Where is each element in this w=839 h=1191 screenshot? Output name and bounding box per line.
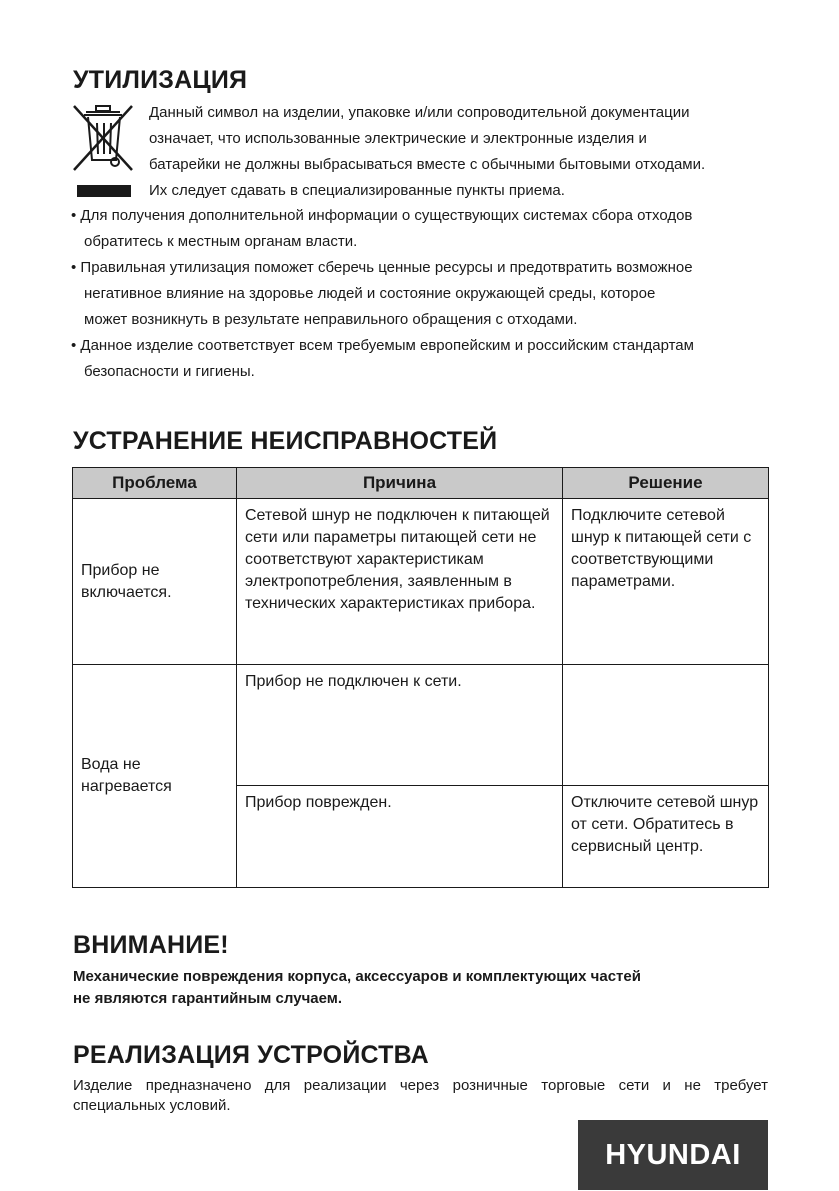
symbol-line: батарейки не должны выбрасываться вместе с обычными бытовыми отходами. bbox=[149, 156, 706, 173]
bullet-line: негативное влияние на здоровье людей и состояние окружающей среды, которое bbox=[84, 285, 656, 302]
symbol-line: Их следует сдавать в специализированные пункты приема. bbox=[149, 182, 565, 199]
utilization-bullets bbox=[71, 203, 791, 385]
cell-solution bbox=[563, 665, 769, 786]
symbol-line: означает, что использованные электрические и электронные изделия и bbox=[149, 130, 647, 147]
table-row bbox=[73, 665, 769, 786]
cell-problem: Прибор не включается. bbox=[73, 499, 237, 665]
bullet-item bbox=[71, 255, 791, 333]
bullet-item bbox=[71, 333, 791, 385]
utilization-title: УТИЛИЗАЦИЯ bbox=[73, 66, 248, 94]
cell-problem: Вода не нагревается bbox=[73, 665, 237, 888]
black-bar-marker bbox=[77, 185, 131, 197]
troubleshooting-title: УСТРАНЕНИЕ НЕИСПРАВНОСТЕЙ bbox=[73, 427, 498, 455]
cell-solution: Подключите сетевой шнур к питающей сети с соответствующими параметрами. bbox=[563, 499, 769, 665]
bullet-line: обратитесь к местным органам власти. bbox=[84, 233, 358, 250]
cell-cause: Прибор поврежден. bbox=[237, 786, 563, 888]
header-solution: Решение bbox=[563, 468, 769, 499]
cell-solution: Отключите сетевой шнур от сети. Обратитесь в сервисный центр. bbox=[563, 786, 769, 888]
bullet-line: может возникнуть в результате неправильного обращения с отходами. bbox=[84, 311, 578, 328]
warning-text bbox=[73, 966, 641, 1010]
warning-line: не являются гарантийным случаем. bbox=[73, 990, 343, 1007]
troubleshooting-table bbox=[72, 467, 769, 888]
symbol-line: Данный символ на изделии, упаковке и/или сопроводительной документации bbox=[149, 104, 690, 121]
bullet-line: • Правильная утилизация поможет сберечь ценные ресурсы и предотвратить возможное bbox=[71, 259, 693, 276]
hyundai-logo: HYUNDAI bbox=[578, 1120, 768, 1190]
header-cause: Причина bbox=[237, 468, 563, 499]
warning-line: Механические повреждения корпуса, аксессуаров и комплектующих частей bbox=[73, 968, 641, 985]
bullet-line: • Для получения дополнительной информации о существующих системах сбора отходов bbox=[71, 207, 693, 224]
table-header-row bbox=[73, 468, 769, 499]
sale-text: Изделие предназначено для реализации через розничные торговые сети и не требует специальных условий. bbox=[73, 1077, 768, 1114]
bullet-line: безопасности и гигиены. bbox=[84, 363, 255, 380]
bullet-line: • Данное изделие соответствует всем требуемым европейским и российским стандартам bbox=[71, 337, 694, 354]
table-row bbox=[73, 499, 769, 665]
utilization-symbol-text bbox=[149, 100, 789, 204]
cell-cause: Сетевой шнур не подключен к питающей сети или параметры питающей сети не соответствуют характеристикам электропотребления, заявленным в технических характеристиках прибора. bbox=[237, 499, 563, 665]
crossed-out-bin-icon bbox=[70, 102, 136, 174]
sale-title: РЕАЛИЗАЦИЯ УСТРОЙСТВА bbox=[73, 1041, 429, 1069]
warning-title: ВНИМАНИЕ! bbox=[73, 931, 229, 959]
bullet-item bbox=[71, 203, 791, 255]
cell-cause: Прибор не подключен к сети. bbox=[237, 665, 563, 786]
header-problem: Проблема bbox=[73, 468, 237, 499]
